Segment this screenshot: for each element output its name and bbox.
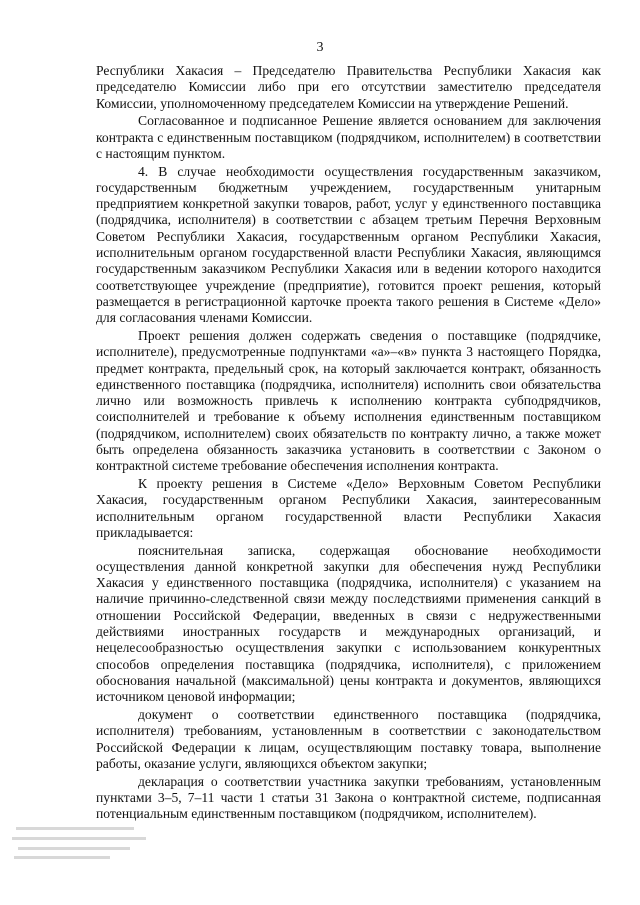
paragraph-draft-contents: Проект решения должен содержать сведения о поставщике (подрядчике, исполнителе), предусмотренные подпунктами «а»–«в» пункта 3 настоящего Порядка, предмет контракта, предельный срок, на который заключается контракт, обязанность единственного поставщика (подрядчика, исполнителя) исполнить свои обязательства лично или возможность привлечь к исполнению контракта субподрядчиков, соисполнителей и требование к объему исполнения единственным поставщиком (подрядчиком, исполнителем) своих обязательств по контракту лично, а также может быть определена обязанность заказчика установить в соответствии с Законом о контрактной системе требование обеспечения исполнения контракта. <box>96 327 601 474</box>
page-number: 3 <box>316 40 324 55</box>
paragraph-commission-approval: Республики Хакасия – Председателю Правительства Республики Хакасия как председателю Комиссии либо при его отсутствии заместителю председателя Комиссии, уполномоченному председателем Комиссии на утверждение Решений. <box>96 63 601 111</box>
document-body <box>96 63 601 824</box>
paragraph-attachments-intro: К проекту решения в Системе «Дело» Верховным Советом Республики Хакасия, государственным органом Республики Хакасия, заинтересованным исполнительным органом государственной власти Республики Хакасия прикладывается: <box>96 475 601 540</box>
paragraph-decision-basis: Согласованное и подписанное Решение является основанием для заключения контракта с единственным поставщиком (подрядчиком, исполнителем) в соответствии с настоящим пунктом. <box>96 113 601 161</box>
paragraph-compliance-document: документ о соответствии единственного поставщика (подрядчика, исполнителя) требованиям, установленным в соответствии с законодательством Российской Федерации к лицам, осуществляющим поставку товара, выполнение работы, оказание услуги, являющихся объектом закупки; <box>96 706 601 771</box>
registration-stamp-mark <box>12 823 150 863</box>
paragraph-item-4: 4. В случае необходимости осуществления государственным заказчиком, государственным бюджетным учреждением, государственным унитарным предприятием конкретной закупки товаров, работ, услуг у единственного поставщика (подрядчика, исполнителя) в соответствии с абзацем третьим Перечня Верховным Советом Республики Хакасия, государственным органом Республики Хакасия, исполнительным органом государственной власти Республики Хакасия, являющимся государственным заказчиком Республики Хакасия или в ведении которого находится соответствующее учреждение (предприятие), готовится проект решения, который размещается в регистрационной карточке проекта такого решения в Системе «Дело» для согласования членами Комиссии. <box>96 163 601 326</box>
paragraph-declaration: декларация о соответствии участника закупки требованиям, установленным пунктами 3–5, 7–11 части 1 статьи 31 Закона о контрактной системе, подписанная потенциальным единственным поставщиком (подрядчиком, исполнителем). <box>96 773 601 822</box>
paragraph-explanatory-note: пояснительная записка, содержащая обоснование необходимости осуществления данной конкретной закупки для обеспечения нужд Республики Хакасия у единственного поставщика (подрядчика, исполнителя) с указанием на наличие причинно-следственной связи между последствиями применения санкций в отношении Российской Федерации, введенных в связи с недружественными действиями иностранных государств и международных организаций, и нецелесообразностью осуществления закупки с использованием конкурентных способов определения поставщика (подрядчика, исполнителя), с приложением обоснования начальной (максимальной) цены контракта и документов, являющихся источником ценовой информации; <box>96 542 601 705</box>
